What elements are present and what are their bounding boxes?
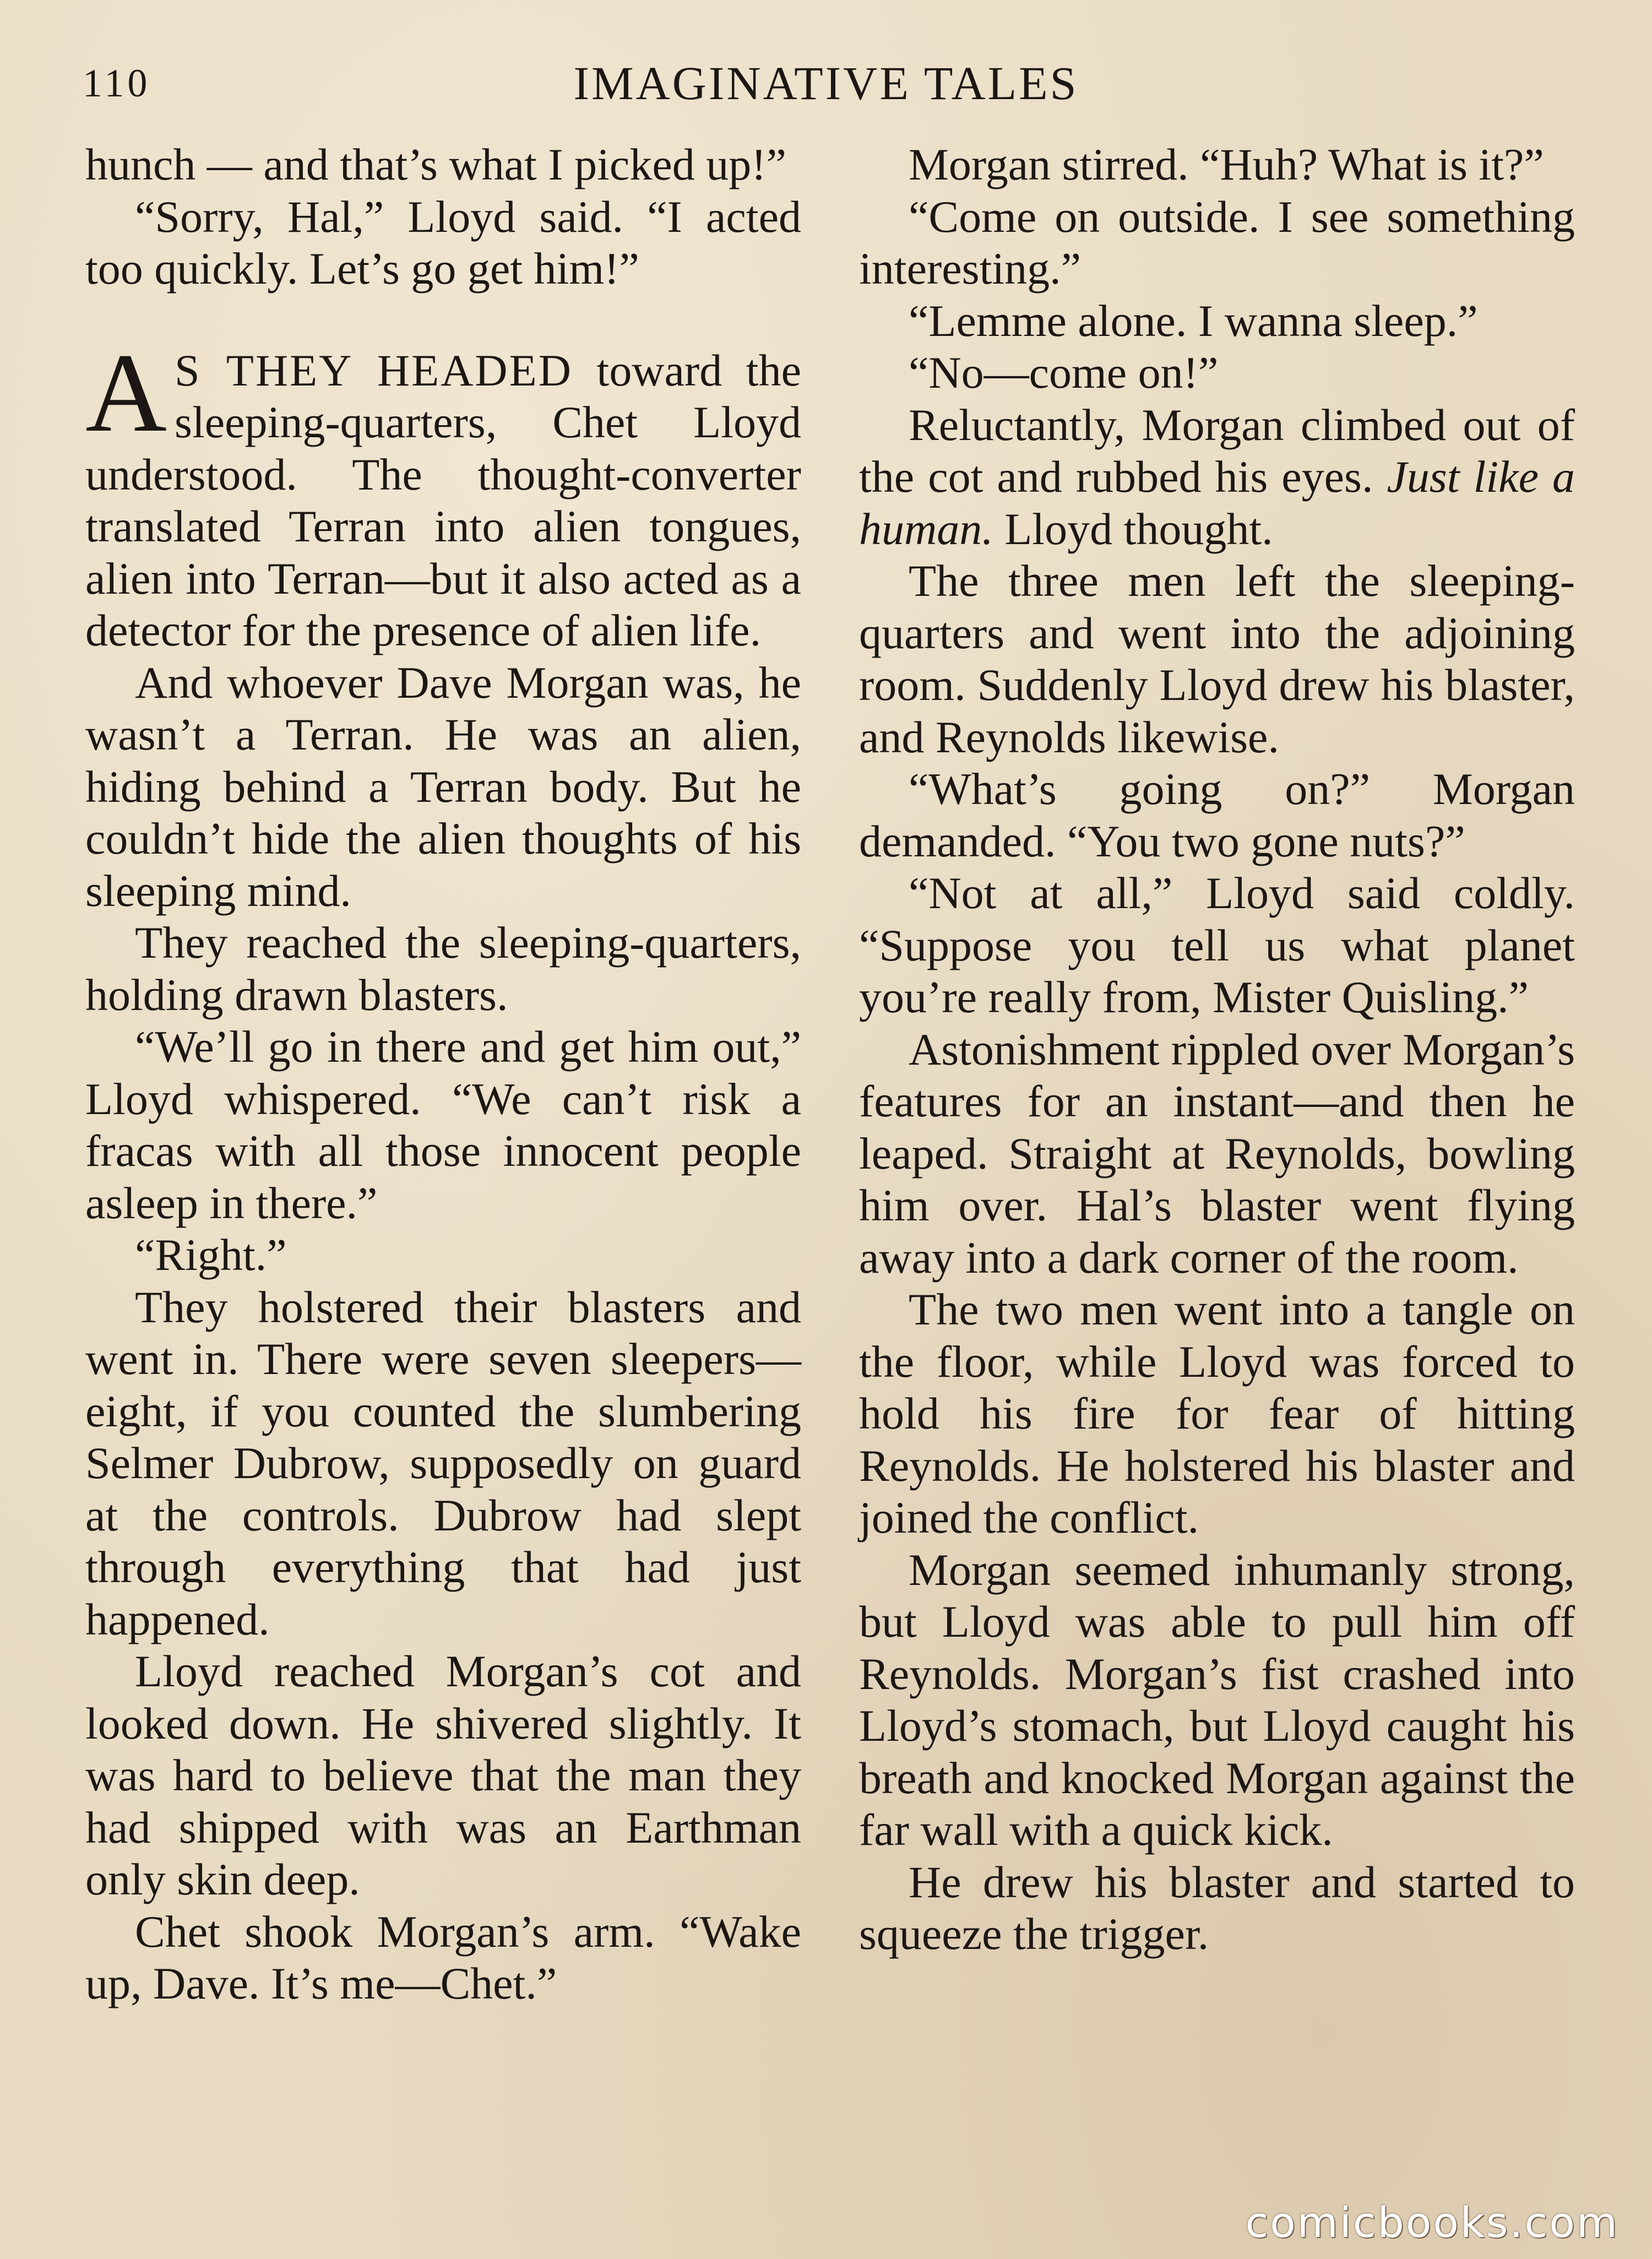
paragraph: He drew his blaster and started to squeeze the trigger. <box>859 1856 1575 1959</box>
paragraph: “What’s going on?” Morgan demanded. “You two gone nuts?” <box>859 764 1575 866</box>
paragraph: Astonishment rippled over Morgan’s features for an instant—and then he leaped. Straight at Reynolds, bowling him over. Hal’s blaster went flying away into a dark corner of the room. <box>859 1024 1575 1283</box>
paragraph: Lloyd reached Morgan’s cot and looked down. He shivered slightly. It was hard to believe that the man they had shipped with was an Earthman only skin deep. <box>85 1646 801 1904</box>
text-run: Reluctantly, Morgan climbed out of the cot and rubbed his eyes. <box>859 399 1575 502</box>
section-opening-text: toward the sleeping-quarters, Chet Lloyd understood. The thought-converter translated Terran into alien tongues, alien into Terran—but it also acted as a detector for the presence of alien life. <box>85 345 801 655</box>
drop-cap: A <box>85 330 167 455</box>
paragraph: “Sorry, Hal,” Lloyd said. “I acted too quickly. Let’s go get him!” <box>85 191 801 294</box>
watermark-logo: comicbooks.com <box>1245 2198 1619 2247</box>
paragraph: “Lemme alone. I wanna sleep.” <box>909 295 1478 346</box>
paragraph: And whoever Dave Morgan was, he wasn’t a Terran. He was an alien, hiding behind a Terran body. But he couldn’t hide the alien thoughts of his sleeping mind. <box>85 657 801 916</box>
right-column <box>859 139 1575 1961</box>
paragraph: They holstered their blasters and went in. There were seven sleepers—eight, if you counted the slumbering Selmer Dubrow, supposedly on guard at the controls. Dubrow had slept through everything that had just happened. <box>85 1281 801 1644</box>
text-run: Lloyd thought. <box>993 503 1273 554</box>
paragraph: The three men left the sleeping-quarters and went into the adjoining room. Suddenly Lloyd drew his blaster, and Reynolds likewise. <box>859 556 1575 762</box>
paragraph: Morgan seemed inhumanly strong, but Lloyd was able to pull him off Reynolds. Morgan’s fist crashed into Lloyd’s stomach, but Lloyd caught his breath and knocked Morgan against the far wall with a quick kick. <box>859 1544 1575 1855</box>
paragraph: hunch — and that’s what I picked up!” <box>85 139 786 189</box>
paragraph-with-italics <box>859 399 1575 556</box>
paragraph: Morgan stirred. “Huh? What is it?” <box>909 139 1544 189</box>
italic-text: Just like a human. <box>859 452 1575 554</box>
paragraph: Chet shook Morgan’s arm. “Wake up, Dave. It’s me—Chet.” <box>85 1906 801 2008</box>
paragraph: “Not at all,” Lloyd said coldly. “Suppose you tell us what planet you’re really from, Mister Quisling.” <box>859 868 1575 1022</box>
paragraph: “We’ll go in there and get him out,” Lloyd whispered. “We can’t risk a fracas with all those innocent people asleep in there.” <box>85 1022 801 1228</box>
page-number: 110 <box>83 61 151 105</box>
paragraph: “Come on outside. I see something interesting.” <box>859 191 1575 294</box>
paragraph: They reached the sleeping-quarters, holding drawn blasters. <box>85 917 801 1020</box>
running-title: IMAGINATIVE TALES <box>573 57 1079 110</box>
section-opening-paragraph <box>85 330 801 657</box>
paragraph: The two men went into a tangle on the floor, while Lloyd was forced to hold his fire for fear of hitting Reynolds. He holstered his blaster and joined the conflict. <box>859 1284 1575 1543</box>
paragraph: “Right.” <box>135 1230 287 1280</box>
left-column <box>85 139 801 2010</box>
paragraph: “No—come on!” <box>909 347 1219 398</box>
lead-in-caps: S THEY HEADED <box>175 345 573 395</box>
